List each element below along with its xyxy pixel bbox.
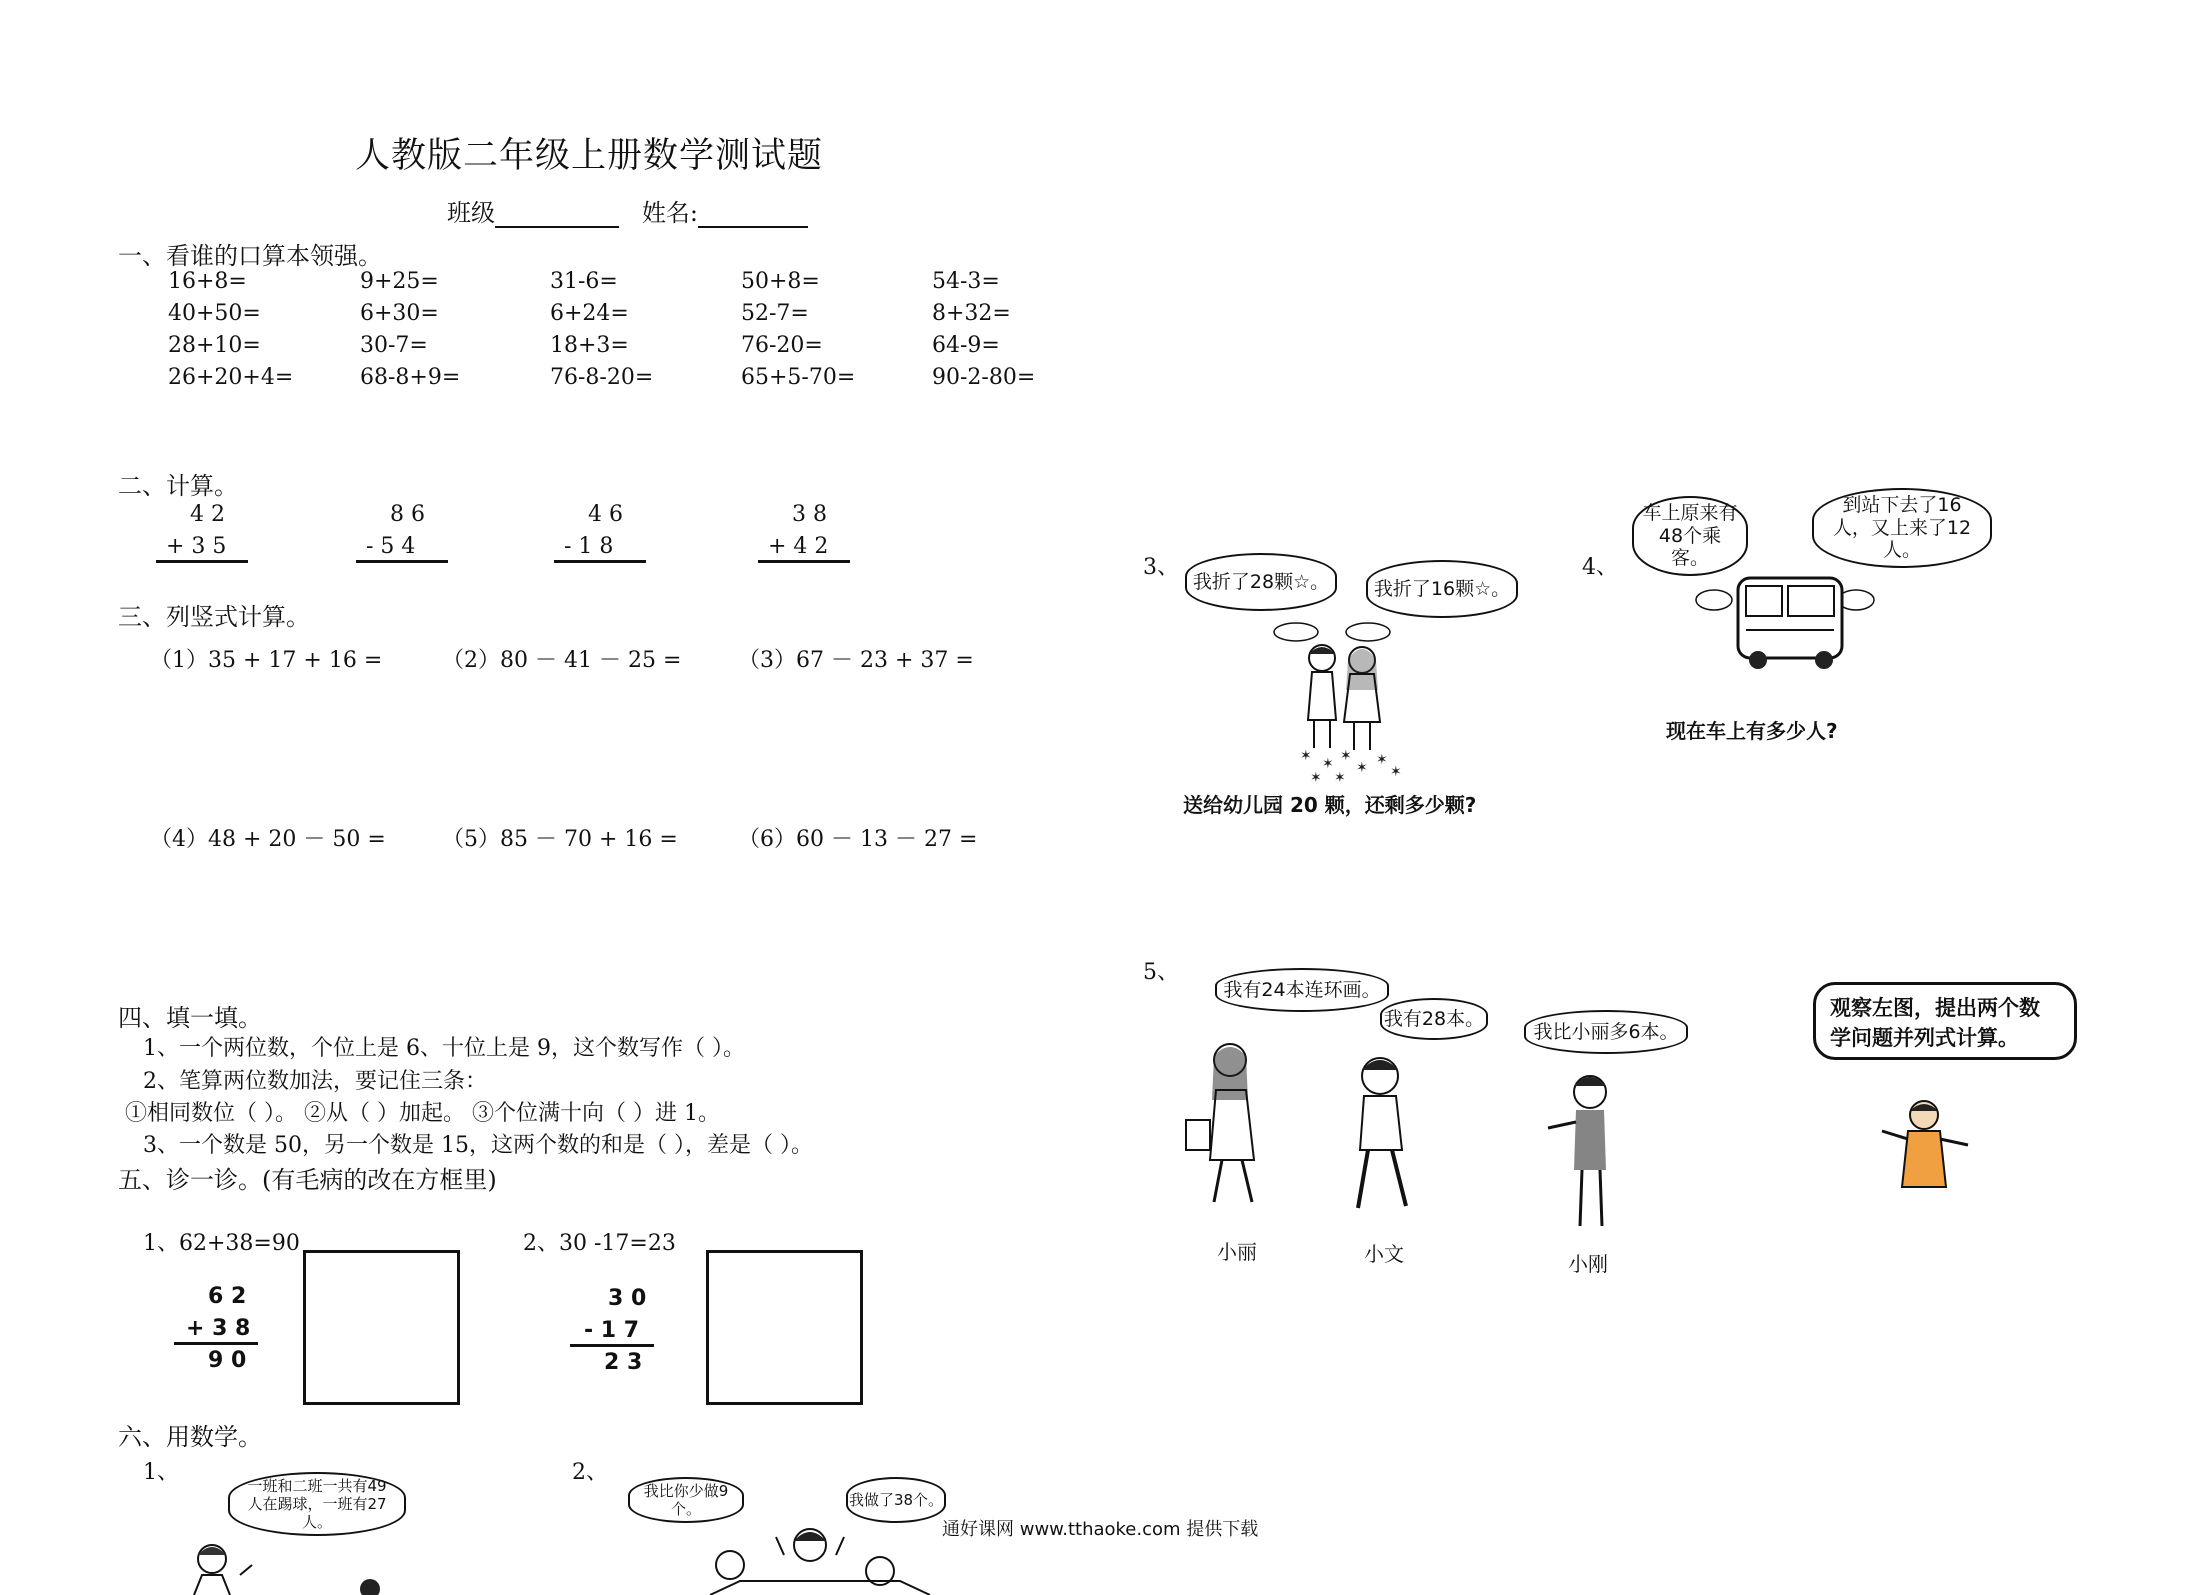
p5-name-b: 小文 — [1364, 1242, 1404, 1266]
svg-text:✶: ✶ — [1376, 752, 1388, 768]
diagnose-1-answer-box[interactable] — [303, 1250, 460, 1405]
mental-math-item: 26+20+4= — [168, 365, 294, 390]
p5-bubble-a — [1215, 968, 1389, 1012]
mental-math-item: 8+32= — [932, 301, 1011, 326]
column-calc-2: （2）80 － 41 － 25 = — [442, 648, 682, 673]
p5-bubble-a-text: 我有24本连环画。 — [1223, 978, 1381, 1001]
section-2-heading: 二、计算。 — [118, 472, 238, 500]
calc-bottom: + 3 5 — [166, 534, 227, 559]
apply-1-bubble — [228, 1472, 406, 1536]
calc-top: 3 8 — [792, 502, 827, 527]
svg-text:✶: ✶ — [1300, 748, 1312, 764]
calc-top: 4 6 — [588, 502, 623, 527]
name-label: 姓名: — [641, 199, 698, 227]
p5-name-a: 小丽 — [1217, 1240, 1257, 1264]
column-calc-1: （1）35 + 17 + 16 = — [150, 648, 383, 673]
mental-math-item: 28+10= — [168, 333, 261, 358]
word-problem-4-number: 4、 — [1582, 555, 1618, 580]
column-calc-5: （5）85 － 70 + 16 = — [442, 827, 678, 852]
p3-bubble-a-text: 我折了28颗☆。 — [1192, 570, 1330, 593]
diagnose-2-rule — [570, 1344, 654, 1347]
p5-bubble-c-text: 我比小丽多6本。 — [1533, 1020, 1679, 1043]
calc-bottom: - 5 4 — [366, 534, 416, 559]
section-3-heading: 三、列竖式计算。 — [118, 603, 310, 631]
page-title: 人教版二年级上册数学测试题 — [355, 136, 824, 176]
apply-2-bubble-a-text: 我比你少做9个。 — [643, 1482, 729, 1518]
mental-math-item: 68-8+9= — [360, 365, 461, 390]
bus-illustration — [1690, 570, 1880, 680]
two-children-stars-illustration — [1260, 610, 1420, 785]
teacher-illustration — [180, 1535, 420, 1595]
mental-math-item: 9+25= — [360, 269, 439, 294]
svg-text:✶: ✶ — [1322, 756, 1334, 772]
fill-line-4: 3、一个数是 50，另一个数是 15，这两个数的和是（ ），差是（ ）。 — [143, 1133, 813, 1158]
mental-math-item: 64-9= — [932, 333, 1000, 358]
mental-math-item: 30-7= — [360, 333, 428, 358]
calc-bottom: - 1 8 — [564, 534, 614, 559]
mental-math-item: 90-2-80= — [932, 365, 1036, 390]
diagnose-2-bottom: - 1 7 — [584, 1318, 640, 1343]
section-1-heading: 一、看谁的口算本领强。 — [118, 242, 382, 270]
section-5-heading: 五、诊一诊。(有毛病的改在方框里) — [118, 1166, 497, 1194]
apply-2-number: 2、 — [572, 1460, 608, 1485]
apply-1-number: 1、 — [143, 1460, 179, 1485]
svg-text:✶: ✶ — [1334, 770, 1346, 786]
calc-top: 4 2 — [190, 502, 225, 527]
apply-1-bubble-text: 一班和二班一共有49人在踢球，一班有27人。 — [247, 1477, 387, 1531]
diagnose-2-answer-box[interactable] — [706, 1250, 863, 1405]
mental-math-item: 65+5-70= — [741, 365, 856, 390]
p5-name-c: 小刚 — [1568, 1252, 1608, 1276]
column-calc-4: （4）48 + 20 － 50 = — [150, 827, 386, 852]
mental-math-item: 6+30= — [360, 301, 439, 326]
diagnose-2-result: 2 3 — [604, 1350, 643, 1375]
boy-pointing-illustration — [1872, 1095, 1982, 1195]
mental-math-item: 16+8= — [168, 269, 247, 294]
section-6-heading: 六、用数学。 — [118, 1423, 262, 1451]
p3-question: 送给幼儿园 20 颗，还剩多少颗? — [1183, 793, 1477, 817]
diagnose-1-bottom: + 3 8 — [186, 1316, 251, 1341]
diagnose-1-label: 1、62+38=90 — [143, 1231, 300, 1256]
column-calc-3: （3）67 － 23 + 37 = — [738, 648, 974, 673]
p4-question: 现在车上有多少人? — [1666, 719, 1838, 743]
mental-math-item: 50+8= — [741, 269, 820, 294]
mental-math-item: 52-7= — [741, 301, 809, 326]
calc-rule — [356, 560, 448, 563]
calc-bottom: + 4 2 — [768, 534, 829, 559]
class-blank[interactable] — [495, 200, 619, 228]
svg-text:✶: ✶ — [1340, 748, 1352, 764]
mental-math-item: 54-3= — [932, 269, 1000, 294]
mental-math-item: 76-20= — [741, 333, 823, 358]
diagnose-1-rule — [174, 1342, 258, 1345]
mental-math-item: 40+50= — [168, 301, 261, 326]
diagnose-2-label: 2、30 -17=23 — [523, 1231, 676, 1256]
word-problem-3-number: 3、 — [1143, 555, 1179, 580]
p5-task-box — [1813, 982, 2077, 1060]
p4-bubble-a — [1632, 496, 1748, 576]
footer-watermark: 通好课网 www.tthaoke.com 提供下载 — [942, 1519, 1259, 1540]
mental-math-item: 76-8-20= — [550, 365, 654, 390]
word-problem-5-number: 5、 — [1143, 960, 1179, 985]
p5-bubble-b-text: 我有28本。 — [1383, 1007, 1485, 1030]
p3-bubble-a — [1185, 553, 1337, 611]
class-label: 班级 — [447, 199, 495, 227]
svg-text:✶: ✶ — [1310, 770, 1322, 786]
three-children-illustration — [1180, 1030, 1640, 1240]
calc-rule — [758, 560, 850, 563]
children-illustration — [680, 1515, 960, 1595]
apply-2-bubble-b-text: 我做了38个。 — [848, 1491, 944, 1509]
fill-line-2: 2、笔算两位数加法，要记住三条： — [143, 1069, 487, 1094]
mental-math-item: 18+3= — [550, 333, 629, 358]
p4-bubble-b-text: 到站下去了16人，又上来了12人。 — [1832, 493, 1972, 562]
class-name-line — [447, 193, 808, 228]
calc-top: 8 6 — [390, 502, 425, 527]
column-calc-6: （6）60 － 13 － 27 = — [738, 827, 978, 852]
calc-rule — [554, 560, 646, 563]
mental-math-item: 6+24= — [550, 301, 629, 326]
mental-math-item: 31-6= — [550, 269, 618, 294]
p3-bubble-b-text: 我折了16颗☆。 — [1373, 577, 1511, 600]
svg-text:✶: ✶ — [1390, 764, 1402, 780]
diagnose-2-top: 3 0 — [608, 1286, 647, 1311]
fill-line-3: ①相同数位（ ）。 ②从（ ）加起。 ③个位满十向（ ）进 1。 — [125, 1101, 720, 1126]
svg-text:✶: ✶ — [1356, 760, 1368, 776]
p4-bubble-b — [1812, 488, 1992, 568]
section-4-heading: 四、填一填。 — [118, 1004, 262, 1032]
p4-bubble-a-text: 车上原来有48个乘客。 — [1642, 501, 1738, 570]
p5-task-text: 观察左图，提出两个数学问题并列式计算。 — [1830, 996, 2040, 1051]
calc-rule — [156, 560, 248, 563]
name-blank[interactable] — [698, 200, 808, 228]
diagnose-1-top: 6 2 — [208, 1284, 247, 1309]
fill-line-1: 1、一个两位数，个位上是 6、十位上是 9，这个数写作（ ）。 — [143, 1036, 745, 1061]
diagnose-1-result: 9 0 — [208, 1348, 247, 1373]
